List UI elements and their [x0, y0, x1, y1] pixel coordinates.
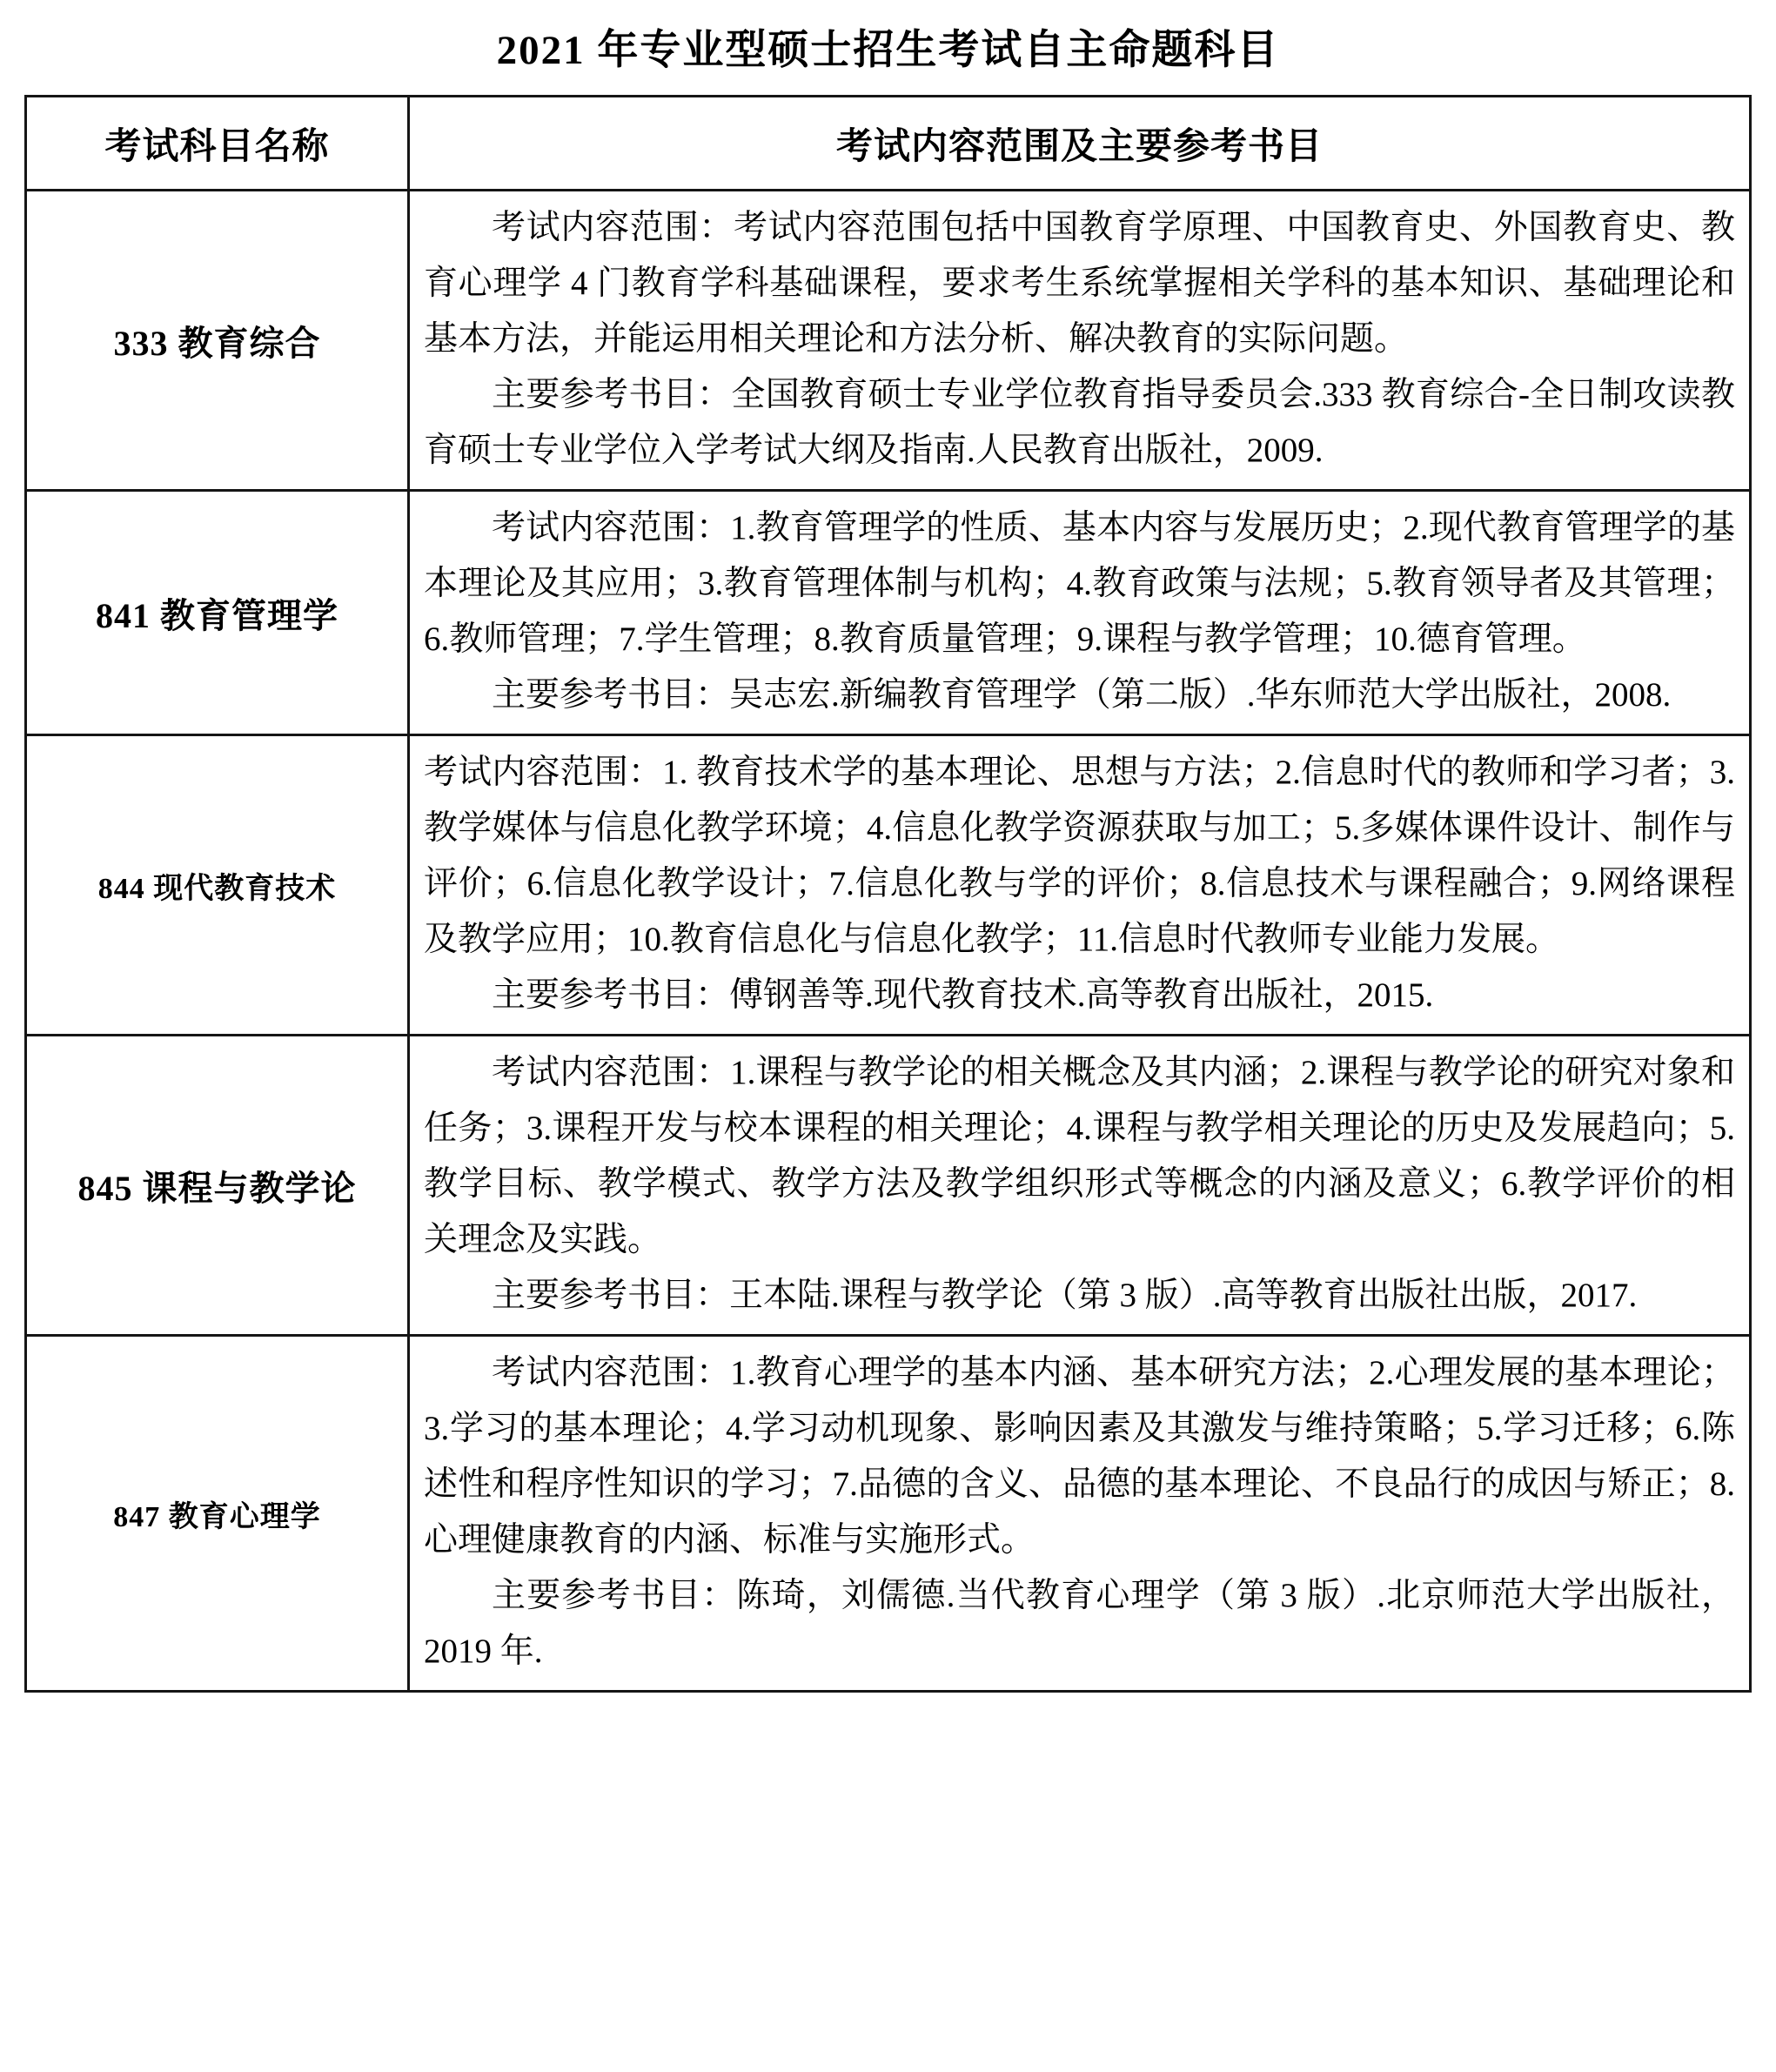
exam-scope-text: 考试内容范围：1.课程与教学论的相关概念及其内涵；2.课程与教学论的研究对象和任务；3.课程开发与校本课程的相关理论；4.课程与教学相关理论的历史及发展趋向；5.教学目标、教学模式、教学方法及教学组织形式等概念的内涵及意义；6.教学评价的相关理念及实践。 — [424, 1054, 1735, 1258]
content-cell — [409, 735, 1751, 1036]
column-header-content-scope: 考试内容范围及主要参考书目 — [409, 97, 1751, 191]
subject-code-844: 844 现代教育技术 — [26, 735, 409, 1036]
subject-code-841: 841 教育管理学 — [26, 491, 409, 735]
reference-books-text: 主要参考书目：傅钢善等.现代教育技术.高等教育出版社，2015. — [492, 976, 1434, 1014]
reference-books-text: 主要参考书目：全国教育硕士专业学位教育指导委员会.333 教育综合-全日制攻读教育硕士专业学位入学考试大纲及指南.人民教育出版社，2009. — [424, 376, 1735, 469]
table-row — [26, 491, 1751, 735]
exam-scope-text: 考试内容范围：考试内容范围包括中国教育学原理、中国教育史、外国教育史、教育心理学 4 门教育学科基础课程，要求考生系统掌握相关学科的基本知识、基础理论和基本方法，并能运用相关理论和方法分析、解决教育的实际问题。 — [424, 209, 1735, 358]
content-cell — [409, 491, 1751, 735]
column-header-subject-name: 考试科目名称 — [26, 97, 409, 191]
subject-code-333: 333 教育综合 — [26, 191, 409, 491]
exam-scope-text: 考试内容范围：1. 教育技术学的基本理论、思想与方法；2.信息时代的教师和学习者；3.教学媒体与信息化教学环境；4.信息化教学资源获取与加工；5.多媒体课件设计、制作与评价；6.信息化教学设计；7.信息化教与学的评价；8.信息技术与课程融合；9.网络课程及教学应用；10.教育信息化与信息化教学；11.信息时代教师专业能力发展。 — [424, 754, 1735, 958]
reference-books-text: 主要参考书目：王本陆.课程与教学论（第 3 版）.高等教育出版社出版，2017. — [492, 1277, 1638, 1314]
table-row — [26, 1036, 1751, 1336]
subject-code-845: 845 课程与教学论 — [26, 1036, 409, 1336]
table-header-row — [26, 97, 1751, 191]
table-row — [26, 735, 1751, 1036]
exam-scope-text: 考试内容范围：1.教育管理学的性质、基本内容与发展历史；2.现代教育管理学的基本理论及其应用；3.教育管理体制与机构；4.教育政策与法规；5.教育领导者及其管理；6.教师管理；7.学生管理；8.教育质量管理；9.课程与教学管理；10.德育管理。 — [424, 509, 1735, 658]
table-row — [26, 1336, 1751, 1692]
content-cell — [409, 191, 1751, 491]
exam-subjects-table — [24, 95, 1752, 1693]
content-cell — [409, 1336, 1751, 1692]
page-title: 2021 年专业型硕士招生考试自主命题科目 — [496, 28, 1280, 73]
subject-code-847: 847 教育心理学 — [26, 1336, 409, 1692]
table-row — [26, 191, 1751, 491]
reference-books-text: 主要参考书目：吴志宏.新编教育管理学（第二版）.华东师范大学出版社，2008. — [492, 676, 1672, 714]
content-cell — [409, 1036, 1751, 1336]
reference-books-text: 主要参考书目：陈琦，刘儒德.当代教育心理学（第 3 版）.北京师范大学出版社，2019 年. — [424, 1577, 1735, 1670]
exam-scope-text: 考试内容范围：1.教育心理学的基本内涵、基本研究方法；2.心理发展的基本理论；3.学习的基本理论；4.学习动机现象、影响因素及其激发与维持策略；5.学习迁移；6.陈述性和程序性知识的学习；7.品德的含义、品德的基本理论、不良品行的成因与矫正；8.心理健康教育的内涵、标准与实施形式。 — [424, 1354, 1735, 1559]
